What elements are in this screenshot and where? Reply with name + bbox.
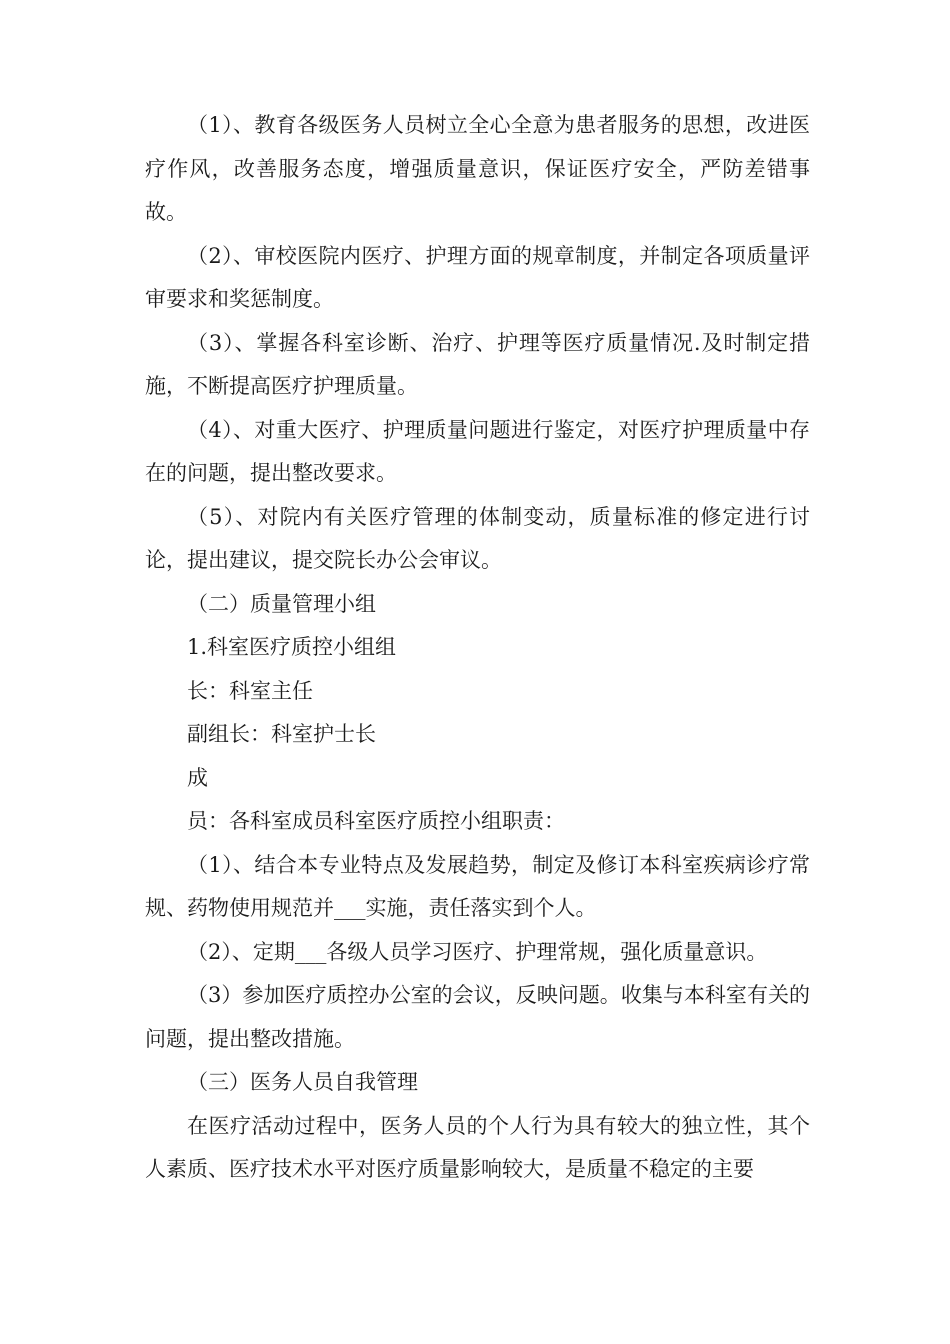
paragraph-duty-1: （1）、教育各级医务人员树立全心全意为患者服务的思想，改进医疗作风，改善服务态度，增强质量意识，保证医疗安全，严防差错事故。 [145, 113, 810, 224]
paragraph-group-duty-2: （2）、定期___各级人员学习医疗、护理常规，强化质量意识。 [187, 939, 768, 964]
paragraph-self-management: 在医疗活动过程中，医务人员的个人行为具有较大的独立性，其个人素质、医疗技术水平对医疗质量影响较大，是质量不稳定的主要 [145, 1113, 810, 1181]
section-heading-self-management: （三）医务人员自我管理 [187, 1070, 418, 1094]
paragraph-duty-3: （3）、掌握各科室诊断、治疗、护理等医疗质量情况.及时制定措施，不断提高医疗护理质量。 [145, 330, 810, 398]
paragraph-group-duty-3: （3）参加医疗质控办公室的会议，反映问题。收集与本科室有关的问题，提出整改措施。 [145, 983, 810, 1051]
line-group-leader: 长：科室主任 [187, 678, 313, 703]
section-heading-quality-group: （二）质量管理小组 [187, 591, 376, 616]
line-members-start: 成 [187, 765, 208, 790]
document-body [145, 104, 810, 1192]
paragraph-duty-4: （4）、对重大医疗、护理质量问题进行鉴定，对医疗护理质量中存在的问题，提出整改要求。 [145, 417, 810, 485]
line-deputy-leader: 副组长：科室护士长 [187, 722, 376, 746]
paragraph-duty-5: （5）、对院内有关医疗管理的体制变动，质量标准的修定进行讨论，提出建议，提交院长办公会审议。 [145, 504, 810, 572]
paragraph-group-duty-1: （1）、结合本专业特点及发展趋势，制定及修订本科室疾病诊疗常规、药物使用规范并___实施，责任落实到个人。 [145, 852, 810, 920]
line-members: 员：各科室成员科室医疗质控小组职责： [187, 809, 565, 833]
subsection-heading-dept-group: 1.科室医疗质控小组组 [187, 635, 397, 659]
paragraph-duty-2: （2）、审校医院内医疗、护理方面的规章制度，并制定各项质量评审要求和奖惩制度。 [145, 243, 810, 311]
